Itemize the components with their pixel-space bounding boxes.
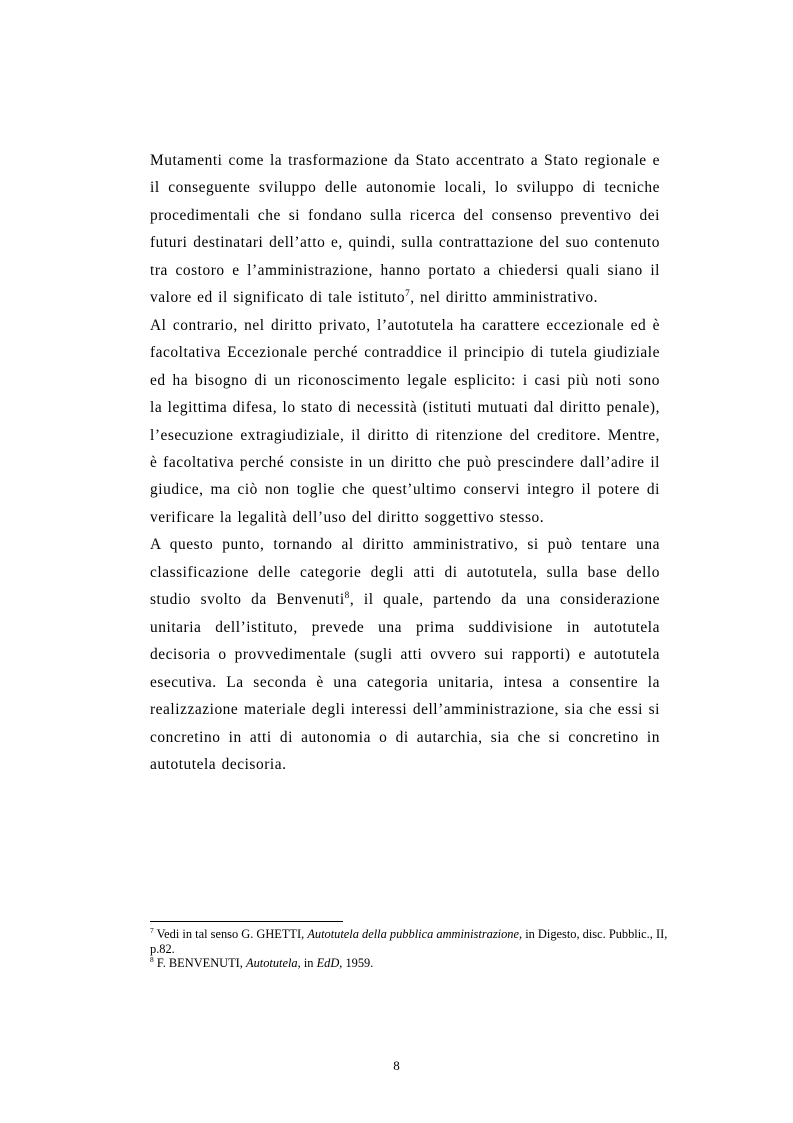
footnote-7 xyxy=(150,927,670,956)
footnote-8-number: 8 xyxy=(150,955,154,965)
footnote-8-title: Autotutela xyxy=(246,956,298,971)
footnote-8-text-2: , in xyxy=(297,956,317,971)
footnote-7-text-1: Vedi in tal senso G. GHETTI, xyxy=(153,927,308,941)
footnote-7-number: 7 xyxy=(150,925,154,935)
paragraph-1 xyxy=(150,147,660,312)
footnote-8-source: EdD, xyxy=(316,956,343,971)
paragraph-3-text-end: , il quale, partendo da una considerazione unitaria dell’istituto, prevede una prima suddivisione in autotutela decisoria o provvedimentale (sugli atti ovvero sui rapporti) e autotutela esecutiva. La seconda è una categoria unitaria, intesa a consentire la realizzazione materiale degli interessi dell’amministrazione, sia che essi si concretino in atti di autonomia o di autarchia, sia che si concretino in autotutela decisoria. xyxy=(150,591,661,773)
footnote-ref-8[interactable]: 8 xyxy=(344,590,350,601)
paragraph-2: Al contrario, nel diritto privato, l’autotutela ha carattere eccezionale ed è facoltativa Eccezionale perché contraddice il principio di tutela giudiziale ed ha bisogno di un riconoscimento legale esplicito: i casi più noti sono la legittima difesa, lo stato di necessità (istituti mutuati dal diritto penale), l’esecuzione extragiudiziale, il diritto di ritenzione del creditore. Mentre, è facoltativa perché consiste in un diritto che può prescindere dall’adire il giudice, ma ciò non toglie che quest’ultimo conservi integro il potere di verificare la legalità dell’uso del diritto soggettivo stesso. xyxy=(150,316,660,526)
paragraph-1-text-end: , nel diritto amministrativo. xyxy=(410,289,599,307)
paragraph-1-text-start: Mutamenti come la trasformazione da Stato accentrato a Stato regionale e il conseguente sviluppo delle autonomie locali, lo sviluppo di tecniche procedimentali che si fondano sulla ricerca del consenso preventivo dei futuri destinatari dell’atto e, quindi, sulla contrattazione del suo contenuto tra costoro e l’amministrazione, hanno portato a chiedersi quali siano il valore ed il significato di tale istituto xyxy=(150,152,660,307)
body-text xyxy=(150,147,660,778)
paragraph-3-text-start: A questo punto, tornando al diritto amministrativo, si può tentare una classificazione delle categorie degli atti di autotutela, sulla base dello studio svolto da Benvenuti xyxy=(150,536,660,609)
footnote-8-text-3: 1959. xyxy=(342,956,374,971)
footnote-7-title: Autotutela della pubblica amministrazione, xyxy=(307,927,523,941)
footnote-8 xyxy=(150,956,670,971)
paragraph-3 xyxy=(150,531,660,778)
footnote-7-text-2: in Digesto, disc. Pubblic., II, p.82. xyxy=(150,927,668,956)
footnote-separator xyxy=(150,921,343,922)
footnote-ref-7[interactable]: 7 xyxy=(405,288,411,299)
page-number: 8 xyxy=(393,1058,400,1073)
footnotes xyxy=(150,927,670,971)
footnote-8-text-1: F. BENVENUTI, xyxy=(153,956,246,971)
